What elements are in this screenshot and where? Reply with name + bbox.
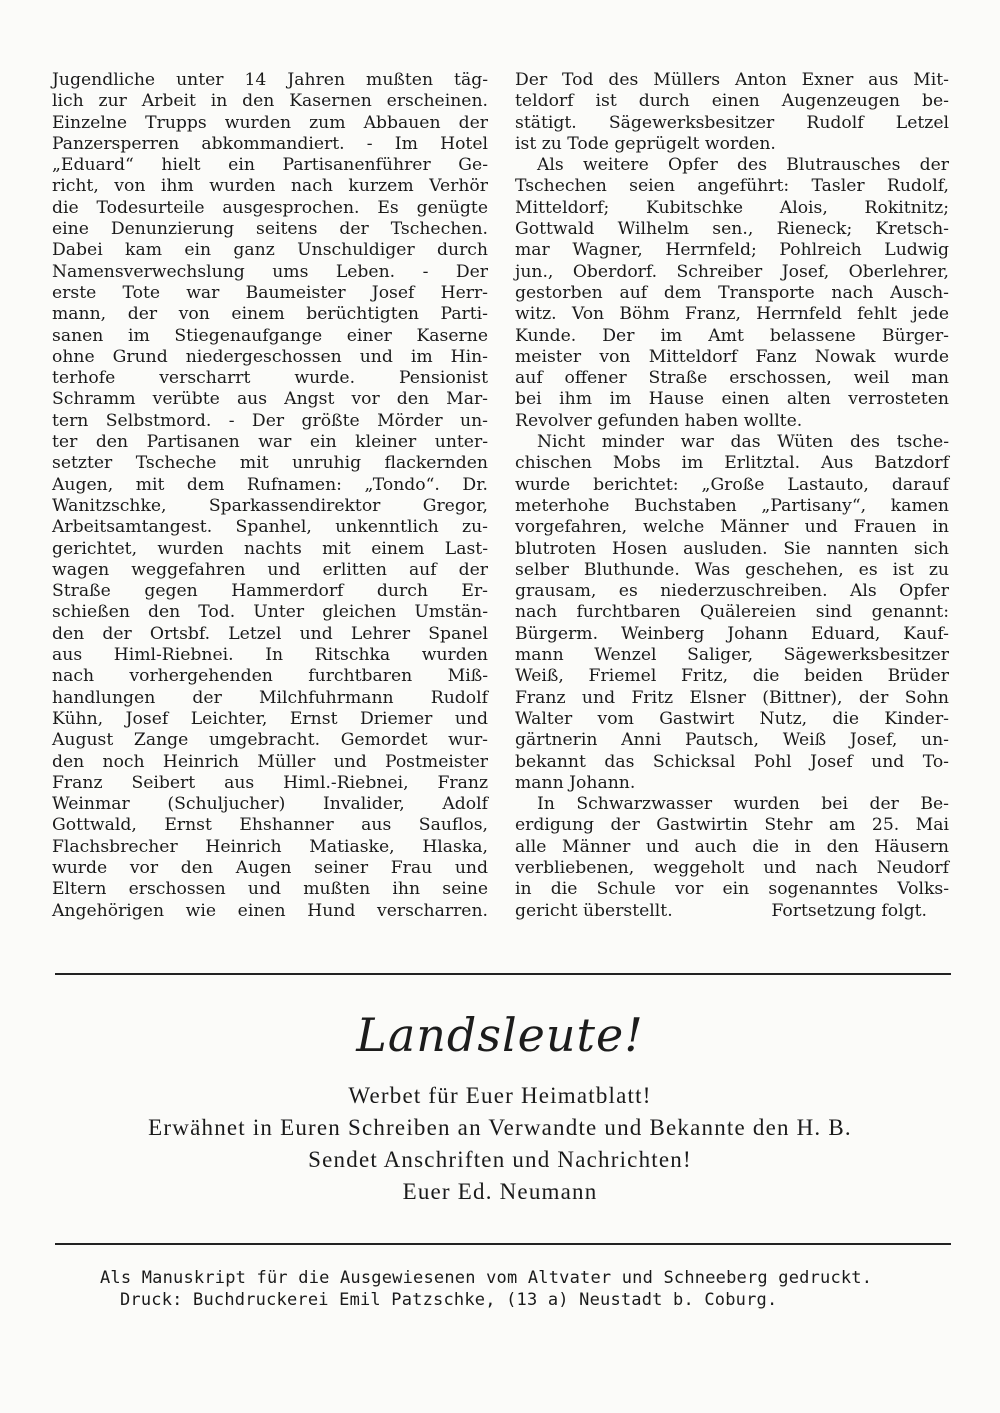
- text-line: Tschechen seien angeführt: Tasler Rudolf,: [515, 176, 949, 197]
- text-line: Gottwald, Ernst Ehshanner aus Sauflos,: [52, 815, 488, 836]
- text-line: Angehörigen wie einen Hund verscharren.: [52, 900, 488, 921]
- text-line: bei ihm im Hause einen alten verrosteten: [515, 389, 949, 410]
- text-line: ter den Partisanen war ein kleiner unter-: [52, 432, 488, 453]
- text-line: Arbeitsamtangest. Spanhel, unkenntlich zu-: [52, 517, 488, 538]
- text-line: erdigung der Gastwirtin Stehr am 25. Mai: [515, 815, 949, 836]
- text-line: grausam, es niederzuschreiben. Als Opfer: [515, 581, 949, 602]
- text-line: wagen weggefahren und erlitten auf der: [52, 559, 488, 580]
- appeal-text: [0, 1080, 1000, 1208]
- text-line: Eltern erschossen und mußten ihn seine: [52, 879, 488, 900]
- text-line: Als weitere Opfer des Blutrausches der: [537, 155, 949, 176]
- text-line: chischen Mobs im Erlitztal. Aus Batzdorf: [515, 453, 949, 474]
- text-line: nach furchtbaren Quälereien sind genannt:: [515, 602, 949, 623]
- text-line: Der Tod des Müllers Anton Exner aus Mit-: [515, 70, 949, 90]
- text-line: Franz und Fritz Elsner (Bittner), der Sohn: [515, 687, 949, 708]
- text-line: Weiß, Friemel Fritz, die beiden Brüder: [515, 666, 949, 687]
- text-line: „Eduard“ hielt ein Partisanenführer Ge-: [52, 155, 488, 176]
- appeal-line: Erwähnet in Euren Schreiben an Verwandte und Bekannte den H. B.: [148, 1115, 852, 1140]
- imprint: [100, 1267, 930, 1311]
- text-line: wurde berichtet: „Große Lastauto, darauf: [515, 474, 949, 495]
- text-line: die Todesurteile ausgesprochen. Es genügte: [52, 197, 488, 218]
- text-line: ohne Grund niedergeschossen und im Hin-: [52, 346, 488, 367]
- text-line: August Zange umgebracht. Gemordet wur-: [52, 730, 488, 751]
- appeal-signature: Euer Ed. Neumann: [402, 1179, 598, 1204]
- text-line: eine Denunzierung seitens der Tschechen.: [52, 219, 488, 240]
- text-line: Wanitzschke, Sparkassendirektor Gregor,: [52, 495, 488, 516]
- text-line: Franz Seibert aus Himl.-Riebnei, Franz: [52, 772, 488, 793]
- divider-rule: [55, 1243, 951, 1245]
- text-line: bekannt das Schicksal Pohl Josef und To-: [515, 751, 949, 772]
- text-line: den noch Heinrich Müller und Postmeister: [52, 751, 488, 772]
- text-line: Augen, mit dem Rufnamen: „Tondo“. Dr.: [52, 474, 488, 495]
- text-line: Nicht minder war das Wüten des tsche-: [537, 432, 949, 453]
- text-line: nach vorhergehenden furchtbaren Miß-: [52, 666, 488, 687]
- text-line: Schramm verübte aus Angst vor den Mar-: [52, 389, 488, 410]
- text-line: mann Johann.: [515, 772, 636, 793]
- text-line: Dabei kam ein ganz Unschuldiger durch: [52, 240, 488, 261]
- text-line: Namensverwechslung ums Leben. - Der: [52, 261, 488, 282]
- imprint-line: Druck: Buchdruckerei Emil Patzschke, (13 a) Neustadt b. Coburg.: [120, 1290, 778, 1310]
- text-line: gestorben auf dem Transporte nach Ausch-: [515, 282, 949, 303]
- text-line: auf offener Straße erschossen, weil man: [515, 368, 949, 389]
- text-line: vorgefahren, welche Männer und Frauen in: [515, 517, 949, 538]
- text-line: gärtnerin Anni Pautsch, Weiß Josef, un-: [515, 730, 949, 751]
- text-line: witz. Von Böhm Franz, Herrnfeld fehlt jede: [515, 304, 949, 325]
- text-line: Kunde. Der im Amt belassene Bürger-: [515, 325, 949, 346]
- text-line: Gottwald Wilhelm sen., Rieneck; Kretsch-: [515, 219, 949, 240]
- text-line: aus Himl-Riebnei. In Ritschka wurden: [52, 645, 488, 666]
- divider-rule: [55, 973, 951, 975]
- right-column: [515, 70, 949, 922]
- text-line: selber Bluthunde. Was geschehen, es ist zu: [515, 559, 949, 580]
- text-line: Flachsbrecher Heinrich Matiaske, Hlaska,: [52, 836, 488, 857]
- text-line: wurde vor den Augen seiner Frau und: [52, 857, 488, 878]
- text-line: den der Ortsbf. Letzel und Lehrer Spanel: [52, 623, 488, 644]
- text-line: jun., Oberdorf. Schreiber Josef, Oberlehrer,: [515, 261, 949, 282]
- text-line: meister von Mitteldorf Fanz Nowak wurde: [515, 346, 949, 367]
- text-line: Bürgerm. Weinberg Johann Eduard, Kauf-: [515, 623, 949, 644]
- text-line: mar Wagner, Herrnfeld; Pohlreich Ludwig: [515, 240, 949, 261]
- text-line: mann, der von einem berüchtigten Parti-: [52, 304, 488, 325]
- text-line: mann Wenzel Saliger, Sägewerksbesitzer: [515, 645, 949, 666]
- text-line: Walter vom Gastwirt Nutz, die Kinder-: [515, 708, 949, 729]
- text-line: in die Schule vor ein sogenanntes Volks-: [515, 879, 949, 900]
- continuation-note: Fortsetzung folgt.: [771, 900, 927, 921]
- text-line-final: [515, 901, 949, 922]
- text-line: Weinmar (Schuljucher) Invalider, Adolf: [52, 794, 488, 815]
- text-line: richt, von ihm wurden nach kurzem Verhör: [52, 176, 488, 197]
- text-line: Panzersperren abkommandiert. - Im Hotel: [52, 133, 488, 154]
- text-line: verbliebenen, weggeholt und nach Neudorf: [515, 857, 949, 878]
- text-line: alle Männer und auch die in den Häusern: [515, 836, 949, 857]
- text-line: sanen im Stiegenaufgange einer Kaserne: [52, 325, 488, 346]
- left-column: [52, 70, 488, 922]
- text-line: tern Selbstmord. - Der größte Mörder un-: [52, 410, 488, 431]
- text-line: gerichtet, wurden nachts mit einem Last-: [52, 538, 488, 559]
- text-line: Straße gegen Hammerdorf durch Er-: [52, 581, 488, 602]
- text-line: Einzelne Trupps wurden zum Abbauen der: [52, 112, 488, 133]
- text-line: ist zu Tode geprügelt worden.: [515, 133, 776, 154]
- text-line: erste Tote war Baumeister Josef Herr-: [52, 282, 488, 303]
- text-line: setzter Tscheche mit unruhig flackernden: [52, 453, 488, 474]
- appeal-title: Landsleute!: [356, 1008, 644, 1062]
- text-line: lich zur Arbeit in den Kasernen erscheinen.: [52, 91, 488, 112]
- text-line: In Schwarzwasser wurden bei der Be-: [537, 794, 949, 815]
- imprint-line: Als Manuskript für die Ausgewiesenen vom Altvater und Schneeberg gedruckt.: [100, 1268, 873, 1288]
- text-line: Kühn, Josef Leichter, Ernst Driemer und: [52, 708, 488, 729]
- text-line: blutroten Hosen ausluden. Sie nannten sich: [515, 538, 949, 559]
- text-line: terhofe verscharrt wurde. Pensionist: [52, 368, 488, 389]
- text-line: Jugendliche unter 14 Jahren mußten täg-: [52, 70, 488, 90]
- appeal-line: Werbet für Euer Heimatblatt!: [348, 1083, 652, 1108]
- text-line: Mitteldorf; Kubitschke Alois, Rokitnitz;: [515, 197, 949, 218]
- text-line: handlungen der Milchfuhrmann Rudolf: [52, 687, 488, 708]
- text-line: schießen den Tod. Unter gleichen Umstän-: [52, 602, 488, 623]
- text-line: teldorf ist durch einen Augenzeugen be-: [515, 91, 949, 112]
- appeal-line: Sendet Anschriften und Nachrichten!: [308, 1147, 692, 1172]
- text-line: stätigt. Sägewerksbesitzer Rudolf Letzel: [515, 112, 949, 133]
- text-fragment: gericht überstellt.: [515, 900, 673, 921]
- text-line: Revolver gefunden haben wollte.: [515, 410, 803, 431]
- text-line: meterhohe Buchstaben „Partisany“, kamen: [515, 495, 949, 516]
